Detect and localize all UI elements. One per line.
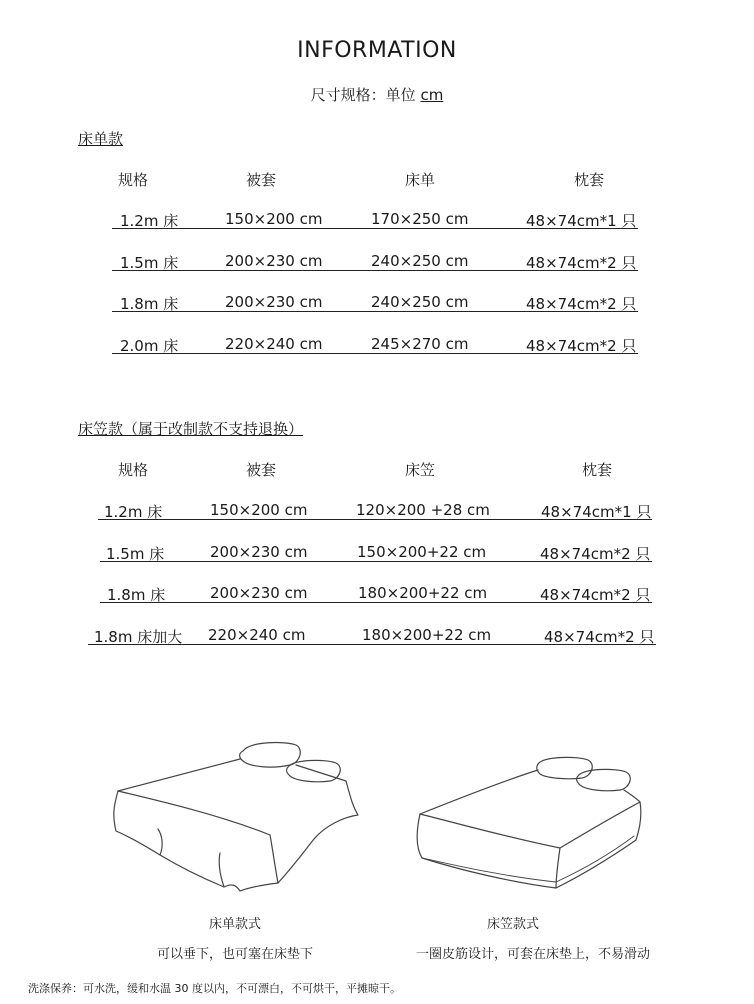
cell-duvet: 200×230 cm — [225, 293, 323, 311]
cell-fitted-sheet: 180×200+22 cm — [362, 626, 492, 644]
row-divider — [112, 270, 638, 271]
page-title: INFORMATION — [297, 38, 457, 63]
row-divider — [100, 602, 652, 603]
cell-pillowcase: 48×74cm*1 只 — [541, 503, 652, 521]
size-unit-subtitle — [0, 84, 754, 105]
fitted-section-heading: 床笠款（属于改制款不支持退换） — [78, 420, 304, 438]
subtitle-prefix: 尺寸规格：单位 — [310, 86, 421, 104]
sheet-header-duvet: 被套 — [246, 171, 277, 189]
cell-spec: 1.2m 床 — [120, 212, 179, 230]
cell-pillowcase: 48×74cm*2 只 — [544, 628, 655, 646]
row-divider — [98, 519, 652, 520]
sheet-style-description: 可以垂下，也可塞在床垫下 — [156, 947, 313, 962]
pillow-icon — [240, 743, 301, 768]
cell-sheet: 240×250 cm — [371, 252, 469, 270]
cell-spec: 1.2m 床 — [104, 503, 163, 521]
fitted-header-fitted-sheet: 床笠 — [405, 461, 436, 479]
cell-sheet: 245×270 cm — [371, 335, 469, 353]
cell-spec: 1.8m 床 — [120, 295, 179, 313]
cell-fitted-sheet: 180×200+22 cm — [358, 584, 488, 602]
cell-pillowcase: 48×74cm*1 只 — [526, 212, 637, 230]
sheet-header-spec: 规格 — [118, 171, 149, 189]
pillow-icon — [577, 769, 631, 790]
fitted-header-duvet: 被套 — [246, 461, 277, 479]
cell-duvet: 220×240 cm — [225, 335, 323, 353]
cell-duvet: 150×200 cm — [225, 210, 323, 228]
row-divider — [88, 644, 656, 645]
fitted-style-caption: 床笠款式 — [486, 917, 539, 932]
cell-fitted-sheet: 150×200+22 cm — [357, 543, 487, 561]
cell-pillowcase: 48×74cm*2 只 — [526, 254, 637, 272]
cell-sheet: 240×250 cm — [371, 293, 469, 311]
row-divider — [112, 311, 638, 312]
flat-sheet-bed-illustration — [100, 735, 370, 895]
cell-duvet: 200×230 cm — [210, 584, 308, 602]
cell-duvet: 200×230 cm — [225, 252, 323, 270]
cell-pillowcase: 48×74cm*2 只 — [540, 586, 651, 604]
sheet-header-pillowcase: 枕套 — [574, 171, 605, 189]
sheet-section-heading: 床单款 — [78, 130, 124, 148]
cell-fitted-sheet: 120×200 +28 cm — [356, 501, 490, 519]
cell-duvet: 200×230 cm — [210, 543, 308, 561]
cell-pillowcase: 48×74cm*2 只 — [526, 337, 637, 355]
row-divider — [100, 561, 652, 562]
cell-spec: 1.5m 床 — [120, 254, 179, 272]
row-divider — [112, 353, 638, 354]
sheet-header-sheet: 床单 — [405, 171, 436, 189]
care-instructions: 洗涤保养：可水洗，缓和水温 30 度以内，不可漂白，不可烘干，平摊晾干。 — [28, 982, 401, 995]
cell-spec: 1.5m 床 — [106, 545, 165, 563]
row-divider — [112, 228, 638, 229]
cell-duvet: 220×240 cm — [208, 626, 306, 644]
fitted-style-description: 一圈皮筋设计，可套在床垫上，不易滑动 — [415, 947, 650, 962]
cell-pillowcase: 48×74cm*2 只 — [540, 545, 651, 563]
cell-sheet: 170×250 cm — [371, 210, 469, 228]
cell-pillowcase: 48×74cm*2 只 — [526, 295, 637, 313]
cell-duvet: 150×200 cm — [210, 501, 308, 519]
pillow-icon — [537, 757, 593, 778]
subtitle-unit: cm — [420, 86, 444, 104]
sheet-style-caption: 床单款式 — [208, 917, 261, 932]
cell-spec: 2.0m 床 — [120, 337, 179, 355]
fitted-header-spec: 规格 — [118, 461, 149, 479]
fitted-header-pillowcase: 枕套 — [582, 461, 613, 479]
cell-spec: 1.8m 床加大 — [94, 628, 183, 646]
fitted-sheet-bed-illustration — [410, 752, 650, 892]
cell-spec: 1.8m 床 — [107, 586, 166, 604]
